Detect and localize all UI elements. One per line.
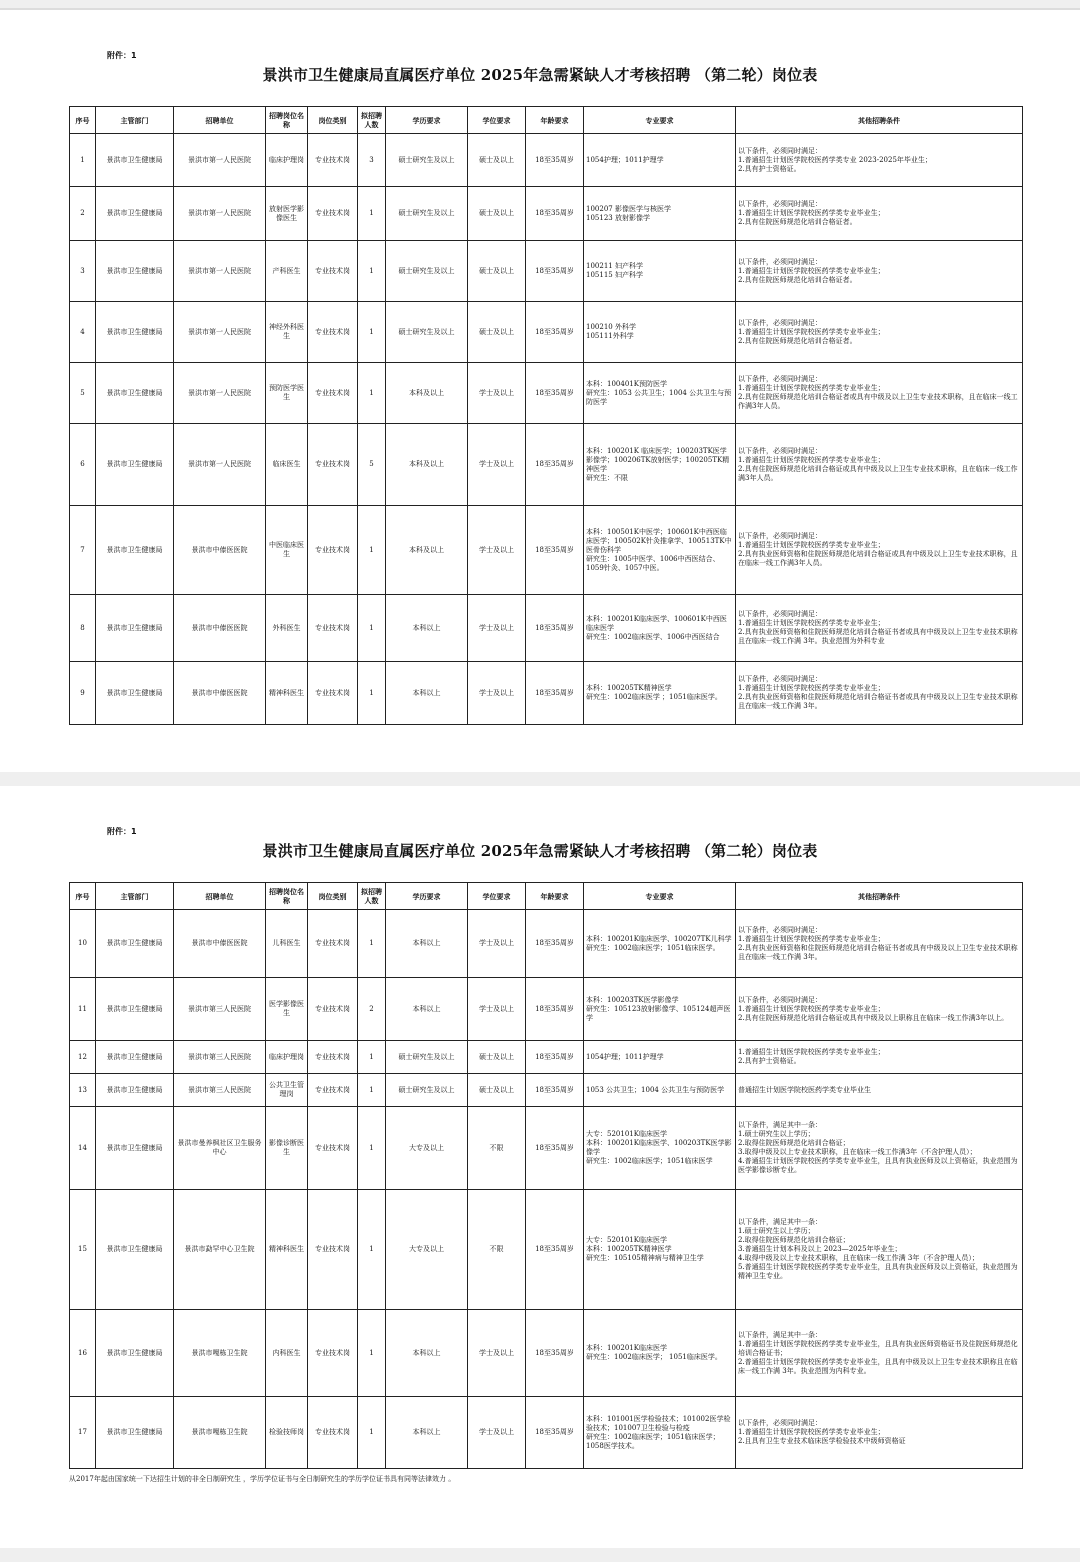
cell-degree: 不限 bbox=[468, 1190, 526, 1310]
table-row bbox=[70, 187, 1023, 241]
attachment-label: 附件：1 bbox=[107, 51, 137, 60]
header-major: 专业要求 bbox=[584, 107, 736, 134]
header-age: 年龄要求 bbox=[526, 883, 584, 910]
cell-degree: 学士及以上 bbox=[468, 363, 526, 424]
cell-num: 1 bbox=[358, 1107, 386, 1190]
cell-edu: 硕士研究生及以上 bbox=[386, 302, 468, 363]
cell-post: 预防医学医生 bbox=[266, 363, 308, 424]
positions-table bbox=[69, 106, 1023, 725]
cell-unit: 景洪市中傣医医院 bbox=[174, 662, 266, 725]
cell-type: 专业技术岗 bbox=[308, 363, 358, 424]
table-row bbox=[70, 363, 1023, 424]
cell-edu: 硕士研究生及以上 bbox=[386, 187, 468, 241]
header-type: 岗位类别 bbox=[308, 883, 358, 910]
table-row bbox=[70, 978, 1023, 1041]
cell-num: 1 bbox=[358, 506, 386, 595]
cell-dept: 景洪市卫生健康局 bbox=[96, 1190, 174, 1310]
cell-unit: 景洪市第一人民医院 bbox=[174, 134, 266, 187]
cell-major: 本科：100201K临床医学、100207TK儿科学 研究生：1002临床医学；1051临床医学。 bbox=[584, 910, 736, 978]
cell-unit: 景洪市曼养枫社区卫生服务中心 bbox=[174, 1107, 266, 1190]
cell-post: 医学影像医生 bbox=[266, 978, 308, 1041]
cell-post: 精神科医生 bbox=[266, 1190, 308, 1310]
cell-degree: 硕士及以上 bbox=[468, 241, 526, 302]
cell-no: 12 bbox=[70, 1041, 96, 1074]
cell-dept: 景洪市卫生健康局 bbox=[96, 506, 174, 595]
cell-type: 专业技术岗 bbox=[308, 134, 358, 187]
cell-major: 本科：100401K预防医学 研究生：1053 公共卫生；1004 公共卫生与预防医学 bbox=[584, 363, 736, 424]
header-age: 年龄要求 bbox=[526, 107, 584, 134]
cell-num: 1 bbox=[358, 302, 386, 363]
footnote: 从2017年起由国家统一下达招生计划的非全日制研究生 ，学历学位证书与全日制研究生的学历学位证书具有同等法律效力 。 bbox=[69, 1475, 456, 1483]
cell-major: 100211 妇产科学 105115 妇产科学 bbox=[584, 241, 736, 302]
table-row bbox=[70, 1107, 1023, 1190]
table-row bbox=[70, 1074, 1023, 1107]
cell-dept: 景洪市卫生健康局 bbox=[96, 978, 174, 1041]
cell-other: 以下条件，必须同时满足： 1.普通招生计划医学院校医药学类专业毕业生； 2.具有住院医师规范化培训合格证或具有中级及以上卫生专业技术职称，且在临床一线工作满3年人员。 bbox=[736, 424, 1023, 506]
cell-major: 100207 影像医学与核医学 105123 放射影像学 bbox=[584, 187, 736, 241]
cell-major: 1054护理；1011护理学 bbox=[584, 1041, 736, 1074]
cell-major: 大专：520101K临床医学 本科：100201K临床医学、100203TK医学影像学 研究生：1002临床医学；1051临床医学 bbox=[584, 1107, 736, 1190]
cell-no: 2 bbox=[70, 187, 96, 241]
cell-unit: 景洪市中傣医医院 bbox=[174, 910, 266, 978]
cell-dept: 景洪市卫生健康局 bbox=[96, 1107, 174, 1190]
table-header-row bbox=[70, 883, 1023, 910]
cell-edu: 本科及以上 bbox=[386, 506, 468, 595]
cell-degree: 不限 bbox=[468, 1107, 526, 1190]
cell-no: 9 bbox=[70, 662, 96, 725]
cell-degree: 学士及以上 bbox=[468, 424, 526, 506]
header-degree: 学位要求 bbox=[468, 883, 526, 910]
cell-major: 100210 外科学 105111外科学 bbox=[584, 302, 736, 363]
cell-major: 本科：100203TK医学影像学 研究生：105123放射影像学、105124超声医学 bbox=[584, 978, 736, 1041]
table-row bbox=[70, 1041, 1023, 1074]
cell-unit: 景洪市第三人民医院 bbox=[174, 1041, 266, 1074]
cell-num: 2 bbox=[358, 978, 386, 1041]
cell-post: 中医临床医生 bbox=[266, 506, 308, 595]
table-row bbox=[70, 134, 1023, 187]
table-row bbox=[70, 910, 1023, 978]
header-dept: 主管部门 bbox=[96, 107, 174, 134]
cell-age: 18至35周岁 bbox=[526, 1310, 584, 1397]
cell-major: 本科：101001医学检验技术；101002医学检验技术；101007卫生检验与检疫 研究生：1002临床医学；1051临床医学；1058医学技术。 bbox=[584, 1397, 736, 1469]
cell-major: 1054护理；1011护理学 bbox=[584, 134, 736, 187]
cell-major: 本科：100201K临床医学 研究生：1002临床医学； 1051临床医学。 bbox=[584, 1310, 736, 1397]
cell-dept: 景洪市卫生健康局 bbox=[96, 1041, 174, 1074]
cell-dept: 景洪市卫生健康局 bbox=[96, 302, 174, 363]
cell-no: 3 bbox=[70, 241, 96, 302]
cell-major: 1053 公共卫生；1004 公共卫生与预防医学 bbox=[584, 1074, 736, 1107]
cell-age: 18至35周岁 bbox=[526, 506, 584, 595]
cell-unit: 景洪市第三人民医院 bbox=[174, 978, 266, 1041]
cell-no: 10 bbox=[70, 910, 96, 978]
cell-num: 3 bbox=[358, 134, 386, 187]
cell-other: 以下条件，必须同时满足： 1.普通招生计划医学院校医药学类专业毕业生； 2.具有执业医师资格和住院医师规范化培训合格证书者或具有中级及以上卫生专业技术职称且在临床一线工作满 3年。执业范围为外科专业 bbox=[736, 595, 1023, 662]
cell-num: 1 bbox=[358, 1310, 386, 1397]
page-title: 景洪市卫生健康局直属医疗单位 2025年急需紧缺人才考核招聘 （第二轮）岗位表 bbox=[262, 842, 818, 860]
cell-dept: 景洪市卫生健康局 bbox=[96, 134, 174, 187]
cell-edu: 本科以上 bbox=[386, 1397, 468, 1469]
cell-no: 5 bbox=[70, 363, 96, 424]
document-page-1 bbox=[0, 10, 1080, 772]
header-degree: 学位要求 bbox=[468, 107, 526, 134]
table-row bbox=[70, 595, 1023, 662]
header-edu: 学历要求 bbox=[386, 107, 468, 134]
cell-edu: 硕士研究生及以上 bbox=[386, 1074, 468, 1107]
cell-type: 专业技术岗 bbox=[308, 187, 358, 241]
cell-unit: 景洪市勐罕中心卫生院 bbox=[174, 1190, 266, 1310]
table-row bbox=[70, 1190, 1023, 1310]
cell-no: 7 bbox=[70, 506, 96, 595]
header-other: 其他招聘条件 bbox=[736, 883, 1023, 910]
cell-age: 18至35周岁 bbox=[526, 363, 584, 424]
cell-no: 15 bbox=[70, 1190, 96, 1310]
cell-other: 以下条件，必须同时满足： 1.普通招生计划医学院校医药学类专业 2023-2025年毕业生； 2.具有护士资格证。 bbox=[736, 134, 1023, 187]
cell-degree: 学士及以上 bbox=[468, 595, 526, 662]
table-row bbox=[70, 662, 1023, 725]
cell-post: 临床医生 bbox=[266, 424, 308, 506]
table-body bbox=[70, 910, 1023, 1469]
cell-no: 16 bbox=[70, 1310, 96, 1397]
cell-degree: 学士及以上 bbox=[468, 506, 526, 595]
header-unit: 招聘单位 bbox=[174, 107, 266, 134]
cell-other: 以下条件，满足其中一条： 1.硕士研究生以上学历； 2.取得住院医师规范化培训合格证； 3.普通招生计划本科及以上 2023—2025年毕业生； 4.取得中级及以上专业技术职称，且在临床一线工作满 3年（不含护理人员）； 5.普通招生计划医学院校医药学类专业毕业生，且具有执业医师及以上资格证，执业范围为精神卫生专业。 bbox=[736, 1190, 1023, 1310]
cell-no: 8 bbox=[70, 595, 96, 662]
cell-other: 以下条件，必须同时满足： 1.普通招生计划医学院校医药学类专业毕业生； 2.具有住院医师规范化培训合格证者。 bbox=[736, 302, 1023, 363]
cell-type: 专业技术岗 bbox=[308, 241, 358, 302]
cell-num: 1 bbox=[358, 1190, 386, 1310]
cell-age: 18至35周岁 bbox=[526, 302, 584, 363]
cell-num: 1 bbox=[358, 1041, 386, 1074]
cell-degree: 硕士及以上 bbox=[468, 1041, 526, 1074]
cell-dept: 景洪市卫生健康局 bbox=[96, 241, 174, 302]
cell-no: 11 bbox=[70, 978, 96, 1041]
cell-type: 专业技术岗 bbox=[308, 302, 358, 363]
cell-type: 专业技术岗 bbox=[308, 424, 358, 506]
cell-edu: 大专及以上 bbox=[386, 1190, 468, 1310]
cell-degree: 学士及以上 bbox=[468, 910, 526, 978]
cell-other: 普通招生计划医学院校医药学类专业毕业生 bbox=[736, 1074, 1023, 1107]
cell-unit: 景洪市第三人民医院 bbox=[174, 1074, 266, 1107]
header-dept: 主管部门 bbox=[96, 883, 174, 910]
table-row bbox=[70, 1310, 1023, 1397]
cell-other: 以下条件，满足其中一条： 1.普通招生计划医学院校医药学类专业毕业生，且具有执业医师资格证书及住院医师规范化培训合格证书； 2.普通招生计划医学院校医药学类专业毕业生，且具有中级及以上卫生专业技术职称且在临床一线工作满 3年。执业范围为内科专业。 bbox=[736, 1310, 1023, 1397]
cell-type: 专业技术岗 bbox=[308, 1397, 358, 1469]
cell-post: 检验技师岗 bbox=[266, 1397, 308, 1469]
cell-type: 专业技术岗 bbox=[308, 910, 358, 978]
cell-unit: 景洪市第一人民医院 bbox=[174, 187, 266, 241]
cell-edu: 硕士研究生及以上 bbox=[386, 241, 468, 302]
header-no: 序号 bbox=[70, 107, 96, 134]
cell-post: 临床护理岗 bbox=[266, 1041, 308, 1074]
cell-no: 6 bbox=[70, 424, 96, 506]
table-row bbox=[70, 302, 1023, 363]
cell-degree: 学士及以上 bbox=[468, 1310, 526, 1397]
cell-age: 18至35周岁 bbox=[526, 1107, 584, 1190]
cell-dept: 景洪市卫生健康局 bbox=[96, 595, 174, 662]
header-post: 招聘岗位名称 bbox=[266, 883, 308, 910]
cell-age: 18至35周岁 bbox=[526, 1041, 584, 1074]
cell-type: 专业技术岗 bbox=[308, 662, 358, 725]
cell-type: 专业技术岗 bbox=[308, 1041, 358, 1074]
cell-dept: 景洪市卫生健康局 bbox=[96, 1310, 174, 1397]
table-row bbox=[70, 1397, 1023, 1469]
cell-post: 放射医学影像医生 bbox=[266, 187, 308, 241]
cell-type: 专业技术岗 bbox=[308, 1310, 358, 1397]
cell-post: 临床护理岗 bbox=[266, 134, 308, 187]
cell-edu: 本科以上 bbox=[386, 978, 468, 1041]
cell-major: 本科：100501K中医学；100601K中西医临床医学；100502K针灸推拿学、100513TK中医骨伤科学 研究生：1005中医学、1006中西医结合、1059针灸、1057中医。 bbox=[584, 506, 736, 595]
cell-num: 1 bbox=[358, 595, 386, 662]
cell-age: 18至35周岁 bbox=[526, 1074, 584, 1107]
header-unit: 招聘单位 bbox=[174, 883, 266, 910]
cell-degree: 硕士及以上 bbox=[468, 1074, 526, 1107]
cell-post: 外科医生 bbox=[266, 595, 308, 662]
cell-num: 1 bbox=[358, 1397, 386, 1469]
table-row bbox=[70, 424, 1023, 506]
header-type: 岗位类别 bbox=[308, 107, 358, 134]
cell-major: 大专：520101K临床医学 本科：100205TK精神医学 研究生：105105精神病与精神卫生学 bbox=[584, 1190, 736, 1310]
cell-degree: 硕士及以上 bbox=[468, 134, 526, 187]
cell-dept: 景洪市卫生健康局 bbox=[96, 1074, 174, 1107]
cell-post: 神经外科医生 bbox=[266, 302, 308, 363]
cell-age: 18至35周岁 bbox=[526, 662, 584, 725]
cell-unit: 景洪市第一人民医院 bbox=[174, 241, 266, 302]
cell-major: 本科：100201K临床医学、100601K中西医临床医学 研究生：1002临床医学、1006中西医结合 bbox=[584, 595, 736, 662]
cell-edu: 大专及以上 bbox=[386, 1107, 468, 1190]
cell-age: 18至35周岁 bbox=[526, 134, 584, 187]
cell-post: 公共卫生管理岗 bbox=[266, 1074, 308, 1107]
cell-edu: 本科及以上 bbox=[386, 424, 468, 506]
cell-edu: 本科及以上 bbox=[386, 363, 468, 424]
cell-unit: 景洪市嘎栋卫生院 bbox=[174, 1397, 266, 1469]
cell-age: 18至35周岁 bbox=[526, 187, 584, 241]
cell-unit: 景洪市中傣医医院 bbox=[174, 595, 266, 662]
cell-age: 18至35周岁 bbox=[526, 424, 584, 506]
cell-edu: 本科以上 bbox=[386, 910, 468, 978]
cell-degree: 学士及以上 bbox=[468, 1397, 526, 1469]
document-page-2 bbox=[0, 786, 1080, 1548]
cell-post: 产科医生 bbox=[266, 241, 308, 302]
cell-age: 18至35周岁 bbox=[526, 910, 584, 978]
cell-dept: 景洪市卫生健康局 bbox=[96, 1397, 174, 1469]
cell-num: 1 bbox=[358, 1074, 386, 1107]
header-edu: 学历要求 bbox=[386, 883, 468, 910]
cell-major: 本科：100205TK精神医学 研究生：1002临床医学 ；1051临床医学。 bbox=[584, 662, 736, 725]
cell-unit: 景洪市中傣医医院 bbox=[174, 506, 266, 595]
table-body bbox=[70, 134, 1023, 725]
cell-num: 1 bbox=[358, 662, 386, 725]
cell-no: 14 bbox=[70, 1107, 96, 1190]
cell-dept: 景洪市卫生健康局 bbox=[96, 424, 174, 506]
cell-other: 以下条件，必须同时满足： 1.普通招生计划医学院校医药学类专业毕业生； 2.具有执业医师资格和住院医师规范化培训合格证或具有中级及以上卫生专业技术职称，且在临床一线工作满3年人员。 bbox=[736, 506, 1023, 595]
positions-table bbox=[69, 882, 1023, 1469]
cell-age: 18至35周岁 bbox=[526, 978, 584, 1041]
cell-unit: 景洪市嘎栋卫生院 bbox=[174, 1310, 266, 1397]
cell-type: 专业技术岗 bbox=[308, 978, 358, 1041]
header-num: 拟招聘人数 bbox=[358, 883, 386, 910]
cell-other: 以下条件，必须同时满足： 1.普通招生计划医学院校医药学类专业毕业生； 2.具有住院医师规范化培训合格证或具有中级及以上职称且在临床一线工作满3年以上。 bbox=[736, 978, 1023, 1041]
cell-degree: 学士及以上 bbox=[468, 978, 526, 1041]
header-post: 招聘岗位名称 bbox=[266, 107, 308, 134]
table-row bbox=[70, 506, 1023, 595]
cell-dept: 景洪市卫生健康局 bbox=[96, 662, 174, 725]
cell-age: 18至35周岁 bbox=[526, 595, 584, 662]
cell-post: 影像诊断医生 bbox=[266, 1107, 308, 1190]
header-no: 序号 bbox=[70, 883, 96, 910]
cell-num: 1 bbox=[358, 187, 386, 241]
cell-degree: 硕士及以上 bbox=[468, 302, 526, 363]
cell-post: 内科医生 bbox=[266, 1310, 308, 1397]
cell-no: 4 bbox=[70, 302, 96, 363]
cell-degree: 硕士及以上 bbox=[468, 187, 526, 241]
cell-edu: 硕士研究生及以上 bbox=[386, 134, 468, 187]
cell-edu: 本科以上 bbox=[386, 1310, 468, 1397]
cell-other: 以下条件，必须同时满足： 1.普通招生计划医学院校医药学类专业毕业生； 2.具有执业医师资格和住院医师规范化培训合格证书者或具有中级及以上卫生专业技术职称且在临床一线工作满 3年。 bbox=[736, 662, 1023, 725]
cell-other: 以下条件，必须同时满足： 1.普通招生计划医学院校医药学类专业毕业生； 2.具有住院医师规范化培训合格证者。 bbox=[736, 241, 1023, 302]
cell-num: 1 bbox=[358, 363, 386, 424]
table-row bbox=[70, 241, 1023, 302]
cell-edu: 本科以上 bbox=[386, 595, 468, 662]
cell-edu: 硕士研究生及以上 bbox=[386, 1041, 468, 1074]
cell-unit: 景洪市第一人民医院 bbox=[174, 363, 266, 424]
cell-type: 专业技术岗 bbox=[308, 506, 358, 595]
cell-edu: 本科以上 bbox=[386, 662, 468, 725]
cell-age: 18至35周岁 bbox=[526, 1190, 584, 1310]
page-title: 景洪市卫生健康局直属医疗单位 2025年急需紧缺人才考核招聘 （第二轮）岗位表 bbox=[262, 66, 818, 84]
cell-major: 本科：100201K 临床医学；100203TK医学影像学；100206TK放射医学；100205TK精神医学 研究生：不限 bbox=[584, 424, 736, 506]
cell-type: 专业技术岗 bbox=[308, 595, 358, 662]
cell-other: 1.普通招生计划医学院校医药学类专业毕业生； 2.具有护士资格证。 bbox=[736, 1041, 1023, 1074]
cell-type: 专业技术岗 bbox=[308, 1107, 358, 1190]
cell-num: 5 bbox=[358, 424, 386, 506]
cell-other: 以下条件，必须同时满足： 1.普通招生计划医学院校医药学类专业毕业生； 2.具有住院医师规范化培训合格证者或具有中级及以上卫生专业技术职称，且在临床一线工作满3年人员。 bbox=[736, 363, 1023, 424]
cell-other: 以下条件，必须同时满足： 1.普通招生计划医学院校医药学类专业毕业生； 2.具有执业医师资格和住院医师规范化培训合格证书者或具有中级及以上卫生专业技术职称且在临床一线工作满 3年。 bbox=[736, 910, 1023, 978]
header-num: 拟招聘人数 bbox=[358, 107, 386, 134]
cell-dept: 景洪市卫生健康局 bbox=[96, 363, 174, 424]
cell-post: 儿科医生 bbox=[266, 910, 308, 978]
cell-num: 1 bbox=[358, 241, 386, 302]
cell-unit: 景洪市第一人民医院 bbox=[174, 424, 266, 506]
cell-type: 专业技术岗 bbox=[308, 1074, 358, 1107]
cell-no: 17 bbox=[70, 1397, 96, 1469]
cell-other: 以下条件，必须同时满足： 1.普通招生计划医学院校医药学类专业毕业生； 2.且具有卫生专业技术临床医学检验技术中级师资格证 bbox=[736, 1397, 1023, 1469]
cell-type: 专业技术岗 bbox=[308, 1190, 358, 1310]
cell-age: 18至35周岁 bbox=[526, 241, 584, 302]
table-header-row bbox=[70, 107, 1023, 134]
cell-degree: 学士及以上 bbox=[468, 662, 526, 725]
cell-num: 1 bbox=[358, 910, 386, 978]
header-major: 专业要求 bbox=[584, 883, 736, 910]
cell-no: 13 bbox=[70, 1074, 96, 1107]
cell-unit: 景洪市第一人民医院 bbox=[174, 302, 266, 363]
cell-other: 以下条件，必须同时满足： 1.普通招生计划医学院校医药学类专业毕业生； 2.具有住院医师规范化培训合格证者。 bbox=[736, 187, 1023, 241]
attachment-label: 附件：1 bbox=[107, 827, 137, 836]
cell-post: 精神科医生 bbox=[266, 662, 308, 725]
cell-dept: 景洪市卫生健康局 bbox=[96, 187, 174, 241]
cell-no: 1 bbox=[70, 134, 96, 187]
cell-other: 以下条件，满足其中一条： 1.硕士研究生以上学历； 2.取得住院医师规范化培训合格证； 3.取得中级及以上专业技术职称，且在临床一线工作满3年（不含护理人员）； 4.普通招生计划医学院校医药学类专业毕业生，且具有执业医师及以上资格证，执业范围为医学影像诊断专业。 bbox=[736, 1107, 1023, 1190]
cell-dept: 景洪市卫生健康局 bbox=[96, 910, 174, 978]
cell-age: 18至35周岁 bbox=[526, 1397, 584, 1469]
header-other: 其他招聘条件 bbox=[736, 107, 1023, 134]
